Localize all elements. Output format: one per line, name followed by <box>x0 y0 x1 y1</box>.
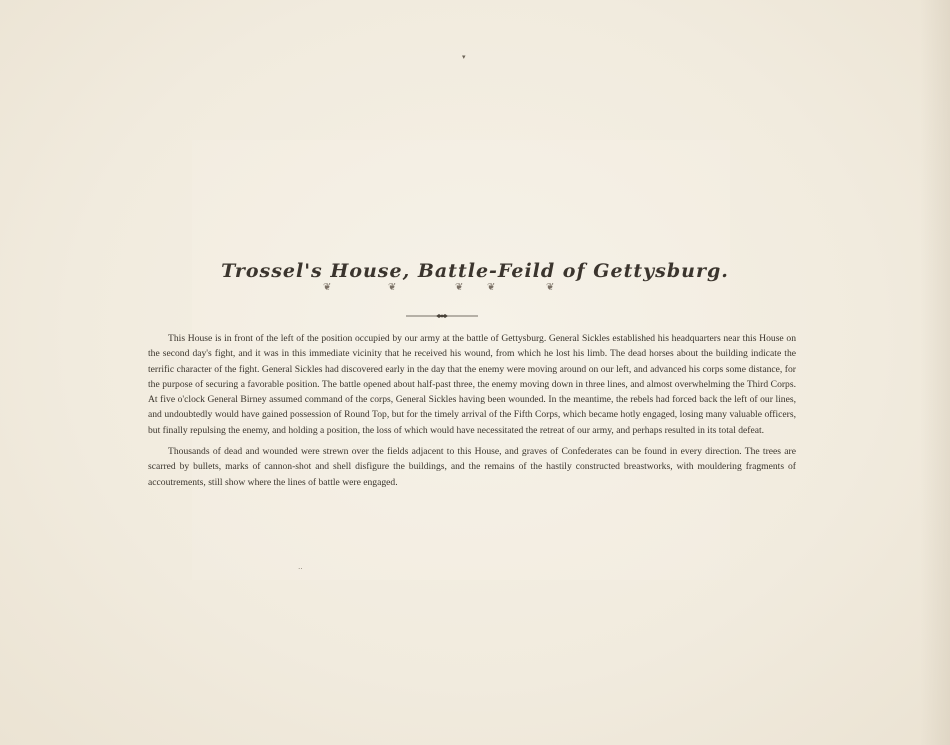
paragraph: Thousands of dead and wounded were strewn over the fields adjacent to this House, and graves of Confederates can be found in every direction. The trees are scarred by bullets, marks of cannon-shot and shell disfigure the buildings, and the remains of the hastily constructed breastworks, with mouldering fragments of accoutrements, still show where the lines of battle were engaged. <box>148 446 796 488</box>
page-title: Trossel's House, Battle-Feild of Gettysburg. <box>221 260 729 282</box>
paper-speck: ▾ <box>462 53 466 61</box>
page-edge-shadow <box>920 0 950 745</box>
paragraph: This House is in front of the left of the position occupied by our army at the battle of Gettysburg. General Sickles established his headquarters near this House on the second day's fight, and it was in this immediate vicinity that he received his wound, from which he lost his limb. The dead horses about the building indicate the terrific character of the fight. General Sickles had discovered early in the day that the enemy were moving around on our left, and advanced his corps some distance, for the purpose of securing a favorable position. The battle opened about half-past three, the enemy moving down in three lines, and almost overwhelming the Third Corps. At five o'clock General Birney assumed command of the corps, General Sickles having been wounded. In the meantime, the rebels had forced back the left of our lines, and undoubtedly would have gained possession of Round Top, but for the timely arrival of the Fifth Corps, which became hotly engaged, losing many valuable officers, but finally repulsing the enemy, and holding a position, the loss of which would have necessitated the retreat of our army, and perhaps resulted in its total defeat. <box>148 333 796 436</box>
paper-speck: ·· <box>298 565 303 573</box>
article-text <box>148 331 796 496</box>
title-flourish: ❦ <box>455 282 464 293</box>
title-flourish: ❦ <box>323 282 332 293</box>
title-flourish: ❦ <box>487 282 496 293</box>
title-flourish: ❦ <box>388 282 397 293</box>
ornamental-divider <box>406 313 478 319</box>
title-flourish: ❦ <box>546 282 555 293</box>
